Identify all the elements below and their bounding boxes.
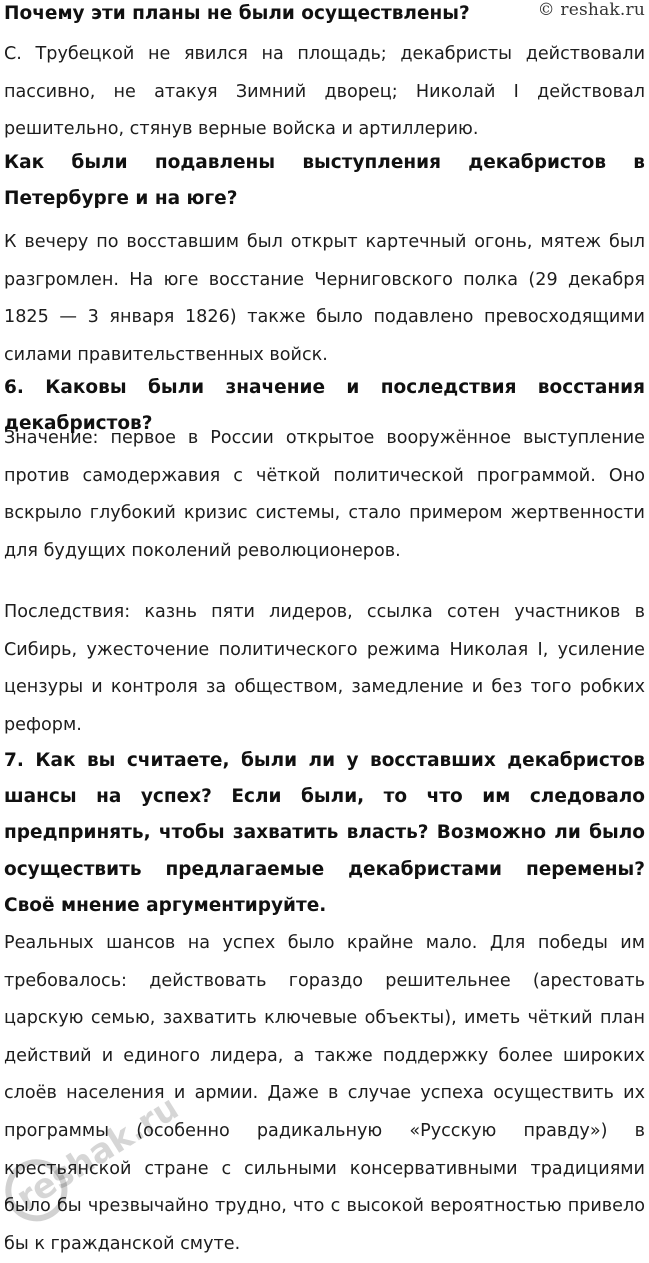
question-heading-plans: Почему эти планы не были осуществлены?: [4, 3, 470, 24]
site-watermark: © reshak.ru: [537, 0, 645, 20]
svg-text:reshak.ru: reshak.ru: [9, 1087, 187, 1219]
answer-paragraph-suppression: К вечеру по восставшим был открыт картечный огонь, мятеж был разгромлен. На юге восстание Черниговского полка (29 декабря 1825 — 3 января 1826) также было подавлено превосходящими силами правительственных войск.: [4, 232, 645, 365]
answer-paragraph-consequences: Последствия: казнь пяти лидеров, ссылка сотен участников в Сибирь, ужесточение политического режима Николая I, усиление цензуры и контроля за обществом, замедление и без того робких реформ.: [4, 602, 645, 735]
answer-paragraph-plans: С. Трубецкой не явился на площадь; декабристы действовали пассивно, не атакуя Зимний дворец; Николай I действовал решительно, стянув верные войска и артиллерию.: [4, 44, 645, 140]
question-heading-7: 7. Как вы считаете, были ли у восставших декабристов шансы на успех? Если были, то что им следовало предпринять, чтобы захватить власть? Возможно ли было осуществить предлагаемые декабристами перемены? Своё мнение аргументируйте.: [4, 750, 645, 916]
question-heading-6: 6. Каковы были значение и последствия восстания декабристов?: [4, 377, 645, 434]
question-heading-suppression: Как были подавлены выступления декабристов в Петербурге и на юге?: [4, 152, 645, 209]
answer-paragraph-significance: Значение: первое в России открытое вооружённое выступление против самодержавия с чёткой политической программой. Оно вскрыло глубокий кризис системы, стало примером жертвенности для будущих поколений революционеров.: [4, 428, 645, 561]
answer-paragraph-chances: Реальных шансов на успех было крайне мало. Для победы им требовалось: действовать гораздо решительнее (арестовать царскую семью, захватить ключевые объекты), иметь чёткий план действий и единого лидера, а также поддержку более широких слоёв населения и армии. Даже в случае успеха осуществить их программы (особенно радикальную «Русскую правду») в крестьянской стране с сильными консервативными традициями было бы чрезвычайно трудно, что с высокой вероятностью привело бы к гражданской смуте.: [4, 933, 645, 1254]
